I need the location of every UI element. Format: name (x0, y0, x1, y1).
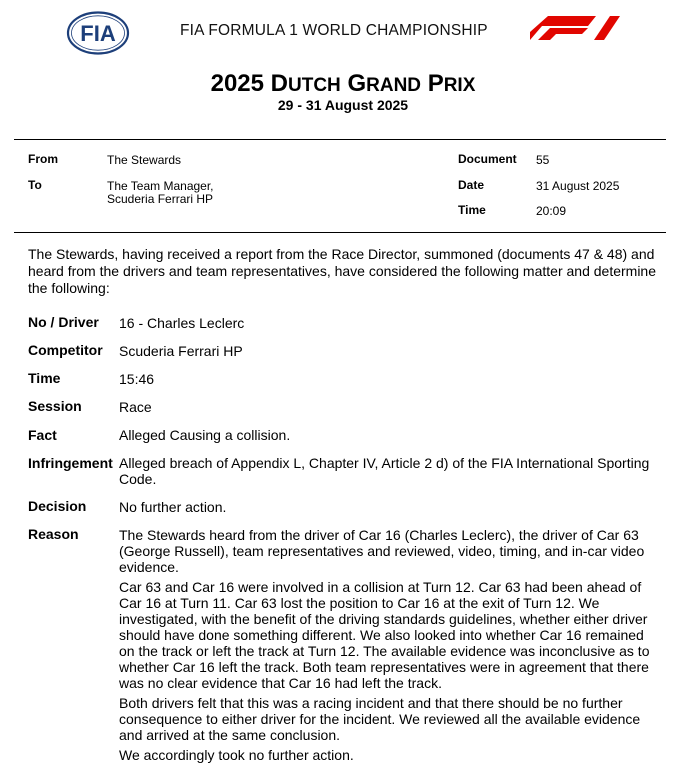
reason-text (119, 527, 659, 767)
to-label: To (28, 178, 42, 192)
event-dates: 29 - 31 August 2025 (277, 97, 409, 113)
date-label: Date (458, 178, 485, 192)
time-label: Time (458, 203, 486, 217)
document-value: 55 (536, 153, 550, 167)
session-label: Session (28, 398, 82, 414)
date-value: 31 August 2025 (536, 179, 620, 193)
time-row-label: Time (28, 370, 61, 386)
infringement-value: Alleged breach of Appendix L, Chapter IV, Article 2 d) of the FIA International Sporting Code. (119, 455, 650, 487)
time-row-value: 15:46 (119, 371, 155, 387)
grand-prix-title: 2025 DUTCH GRAND PRIX (210, 70, 476, 97)
f1-logo-icon (530, 16, 620, 40)
divider-bottom (14, 232, 666, 233)
fia-logo-icon (66, 11, 130, 55)
from-value: The Stewards (107, 153, 182, 167)
decision-label: Decision (28, 498, 87, 514)
no-driver-label: No / Driver (28, 314, 99, 330)
reason-paragraph: We accordingly took no further action. (119, 747, 354, 763)
championship-title: FIA FORMULA 1 WORLD CHAMPIONSHIP (180, 22, 488, 39)
fact-value: Alleged Causing a collision. (119, 427, 291, 443)
from-label: From (28, 152, 58, 166)
svg-text:FIA: FIA (80, 21, 116, 46)
intro-paragraph: The Stewards, having received a report from the Race Director, summoned (documents 47 & 48) and heard from the drivers and team representatives, have considered the following matter and determine the following: (28, 246, 657, 296)
reason-label: Reason (28, 526, 79, 542)
infringement-label: Infringement (28, 455, 113, 471)
session-value: Race (119, 399, 152, 415)
document-label: Document (458, 152, 517, 166)
competitor-label: Competitor (28, 342, 103, 358)
decision-value: No further action. (119, 499, 227, 515)
divider-top (14, 139, 666, 140)
fact-label: Fact (28, 427, 57, 443)
to-value: The Team Manager, Scuderia Ferrari HP (107, 179, 214, 206)
reason-paragraph: Both drivers felt that this was a racing incident and that there should be no further consequence to either driver for the incident. We reviewed all the available evidence and arrived at the same conclusion. (119, 695, 641, 743)
competitor-value: Scuderia Ferrari HP (119, 343, 243, 359)
no-driver-value: 16 - Charles Leclerc (119, 315, 245, 331)
reason-paragraph: The Stewards heard from the driver of Car 16 (Charles Leclerc), the driver of Car 63 (George Russell), team representatives and reviewed, video, timing, and in-car video evidence. (119, 527, 645, 575)
reason-paragraph: Car 63 and Car 16 were involved in a collision at Turn 12. Car 63 had been ahead of Car 16 at Turn 11. Car 63 lost the position to Car 16 at the exit of Turn 12. We investigated, with the benefit of the driving standards guidelines, whether either driver should have done something different. We also looked into whether Car 16 remained on the track or left the track at Turn 12. The available evidence was inconclusive as to whether Car 16 left the track. Both team representatives were in agreement that there was no clear evidence that Car 16 had left the track. (119, 579, 650, 691)
time-value: 20:09 (536, 204, 567, 218)
